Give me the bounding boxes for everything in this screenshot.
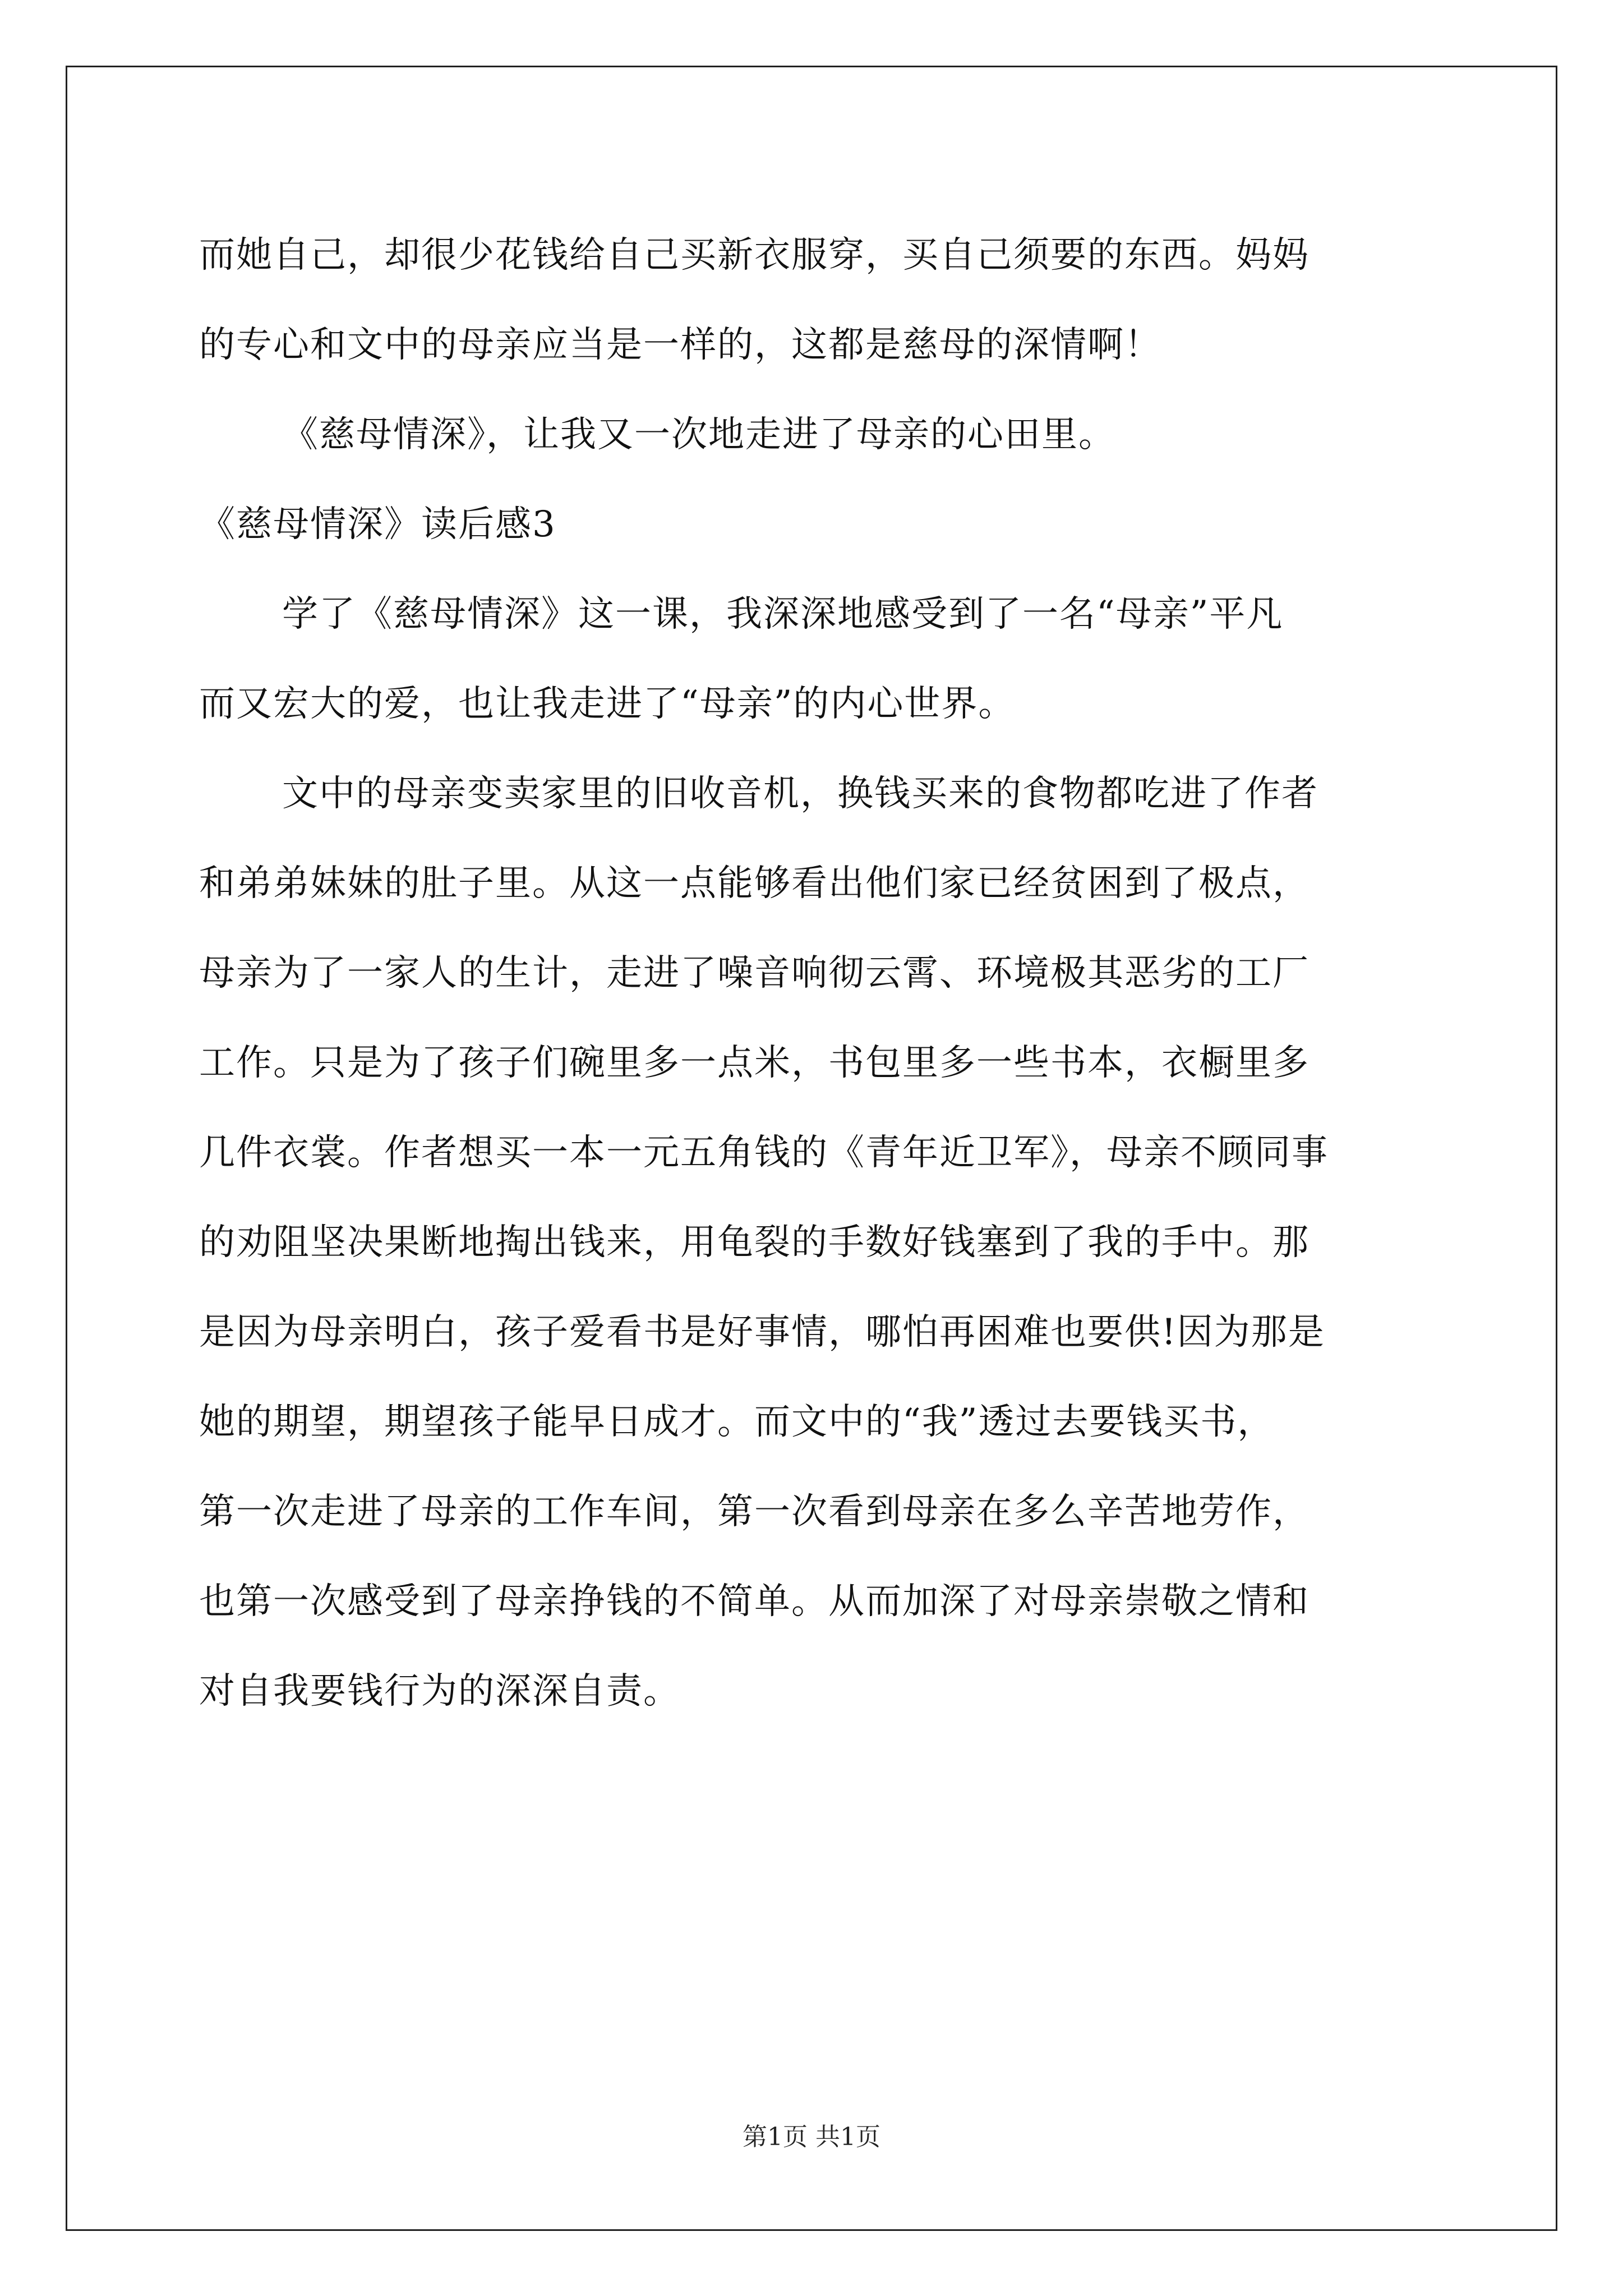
text-line: 而她自己，却很少花钱给自己买新衣服穿，买自己须要的东西。妈妈 [199, 234, 1310, 276]
text-line: 工作。只是为了孩子们碗里多一点米，书包里多一些书本，衣橱里多 [199, 1042, 1310, 1084]
text-line: 第一次走进了母亲的工作车间，第一次看到母亲在多么辛苦地劳作， [199, 1491, 1310, 1533]
text-line: 文中的母亲变卖家里的旧收音机，换钱买来的食物都吃进了作者 [282, 773, 1318, 815]
text-line: 和弟弟妹妹的肚子里。从这一点能够看出他们家已经贫困到了极点， [199, 863, 1310, 904]
text-line: 母亲为了一家人的生计，走进了噪音响彻云霄、环境极其恶劣的工厂 [199, 953, 1310, 994]
page-footer: 第1页 共1页 [743, 2123, 880, 2151]
text-line: 的劝阻坚决果断地掏出钱来，用龟裂的手数好钱塞到了我的手中。那 [199, 1222, 1310, 1263]
text-line: 也第一次感受到了母亲挣钱的不简单。从而加深了对母亲崇敬之情和 [199, 1581, 1310, 1622]
document-body [199, 210, 1433, 1736]
text-line: 几件衣裳。作者想买一本一元五角钱的《青年近卫军》，母亲不顾同事 [199, 1132, 1329, 1174]
text-line: 她的期望，期望孩子能早日成才。而文中的“我”透过去要钱买书， [199, 1401, 1275, 1443]
section-heading: 《慈母情深》读后感3 [199, 504, 556, 545]
text-line: 的专心和文中的母亲应当是一样的，这都是慈母的深情啊！ [199, 324, 1161, 366]
text-line: 学了《慈母情深》这一课，我深深地感受到了一名“母亲”平凡 [282, 593, 1284, 635]
text-line: 《慈母情深》，让我又一次地走进了母亲的心田里。 [282, 414, 1115, 455]
text-line: 对自我要钱行为的深深自责。 [199, 1671, 680, 1712]
text-line: 是因为母亲明白，孩子爱看书是好事情，哪怕再困难也要供!因为那是 [199, 1312, 1325, 1353]
text-line: 而又宏大的爱，也让我走进了“母亲”的内心世界。 [199, 683, 1016, 725]
